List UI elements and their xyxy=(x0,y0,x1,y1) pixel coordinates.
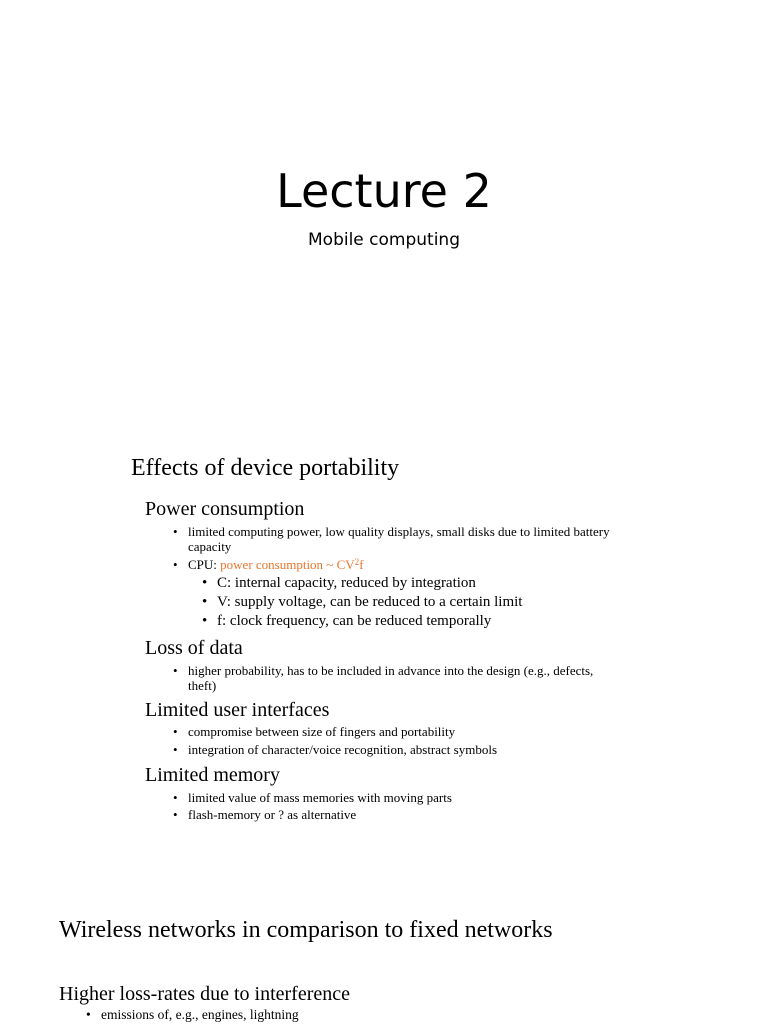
sub-item-capacity: • C: internal capacity, reduced by integration xyxy=(217,574,476,592)
list-item-emissions: • emissions of, e.g., engines, lightning xyxy=(101,1007,299,1023)
list-item-ui-2: • integration of character/voice recognition, abstract symbols xyxy=(188,742,497,757)
topic-heading-power: Power consumption xyxy=(145,498,305,520)
sub-item-frequency: • f: clock frequency, can be reduced temporally xyxy=(217,612,491,630)
list-item-loss: • higher probability, has to be included in advance into the design (e.g., defects, theft) xyxy=(188,663,618,693)
slide-subtitle: Mobile computing xyxy=(308,230,460,250)
list-item-memory-1: • limited value of mass memories with moving parts xyxy=(188,790,452,805)
list-item-power-limits: • limited computing power, low quality displays, small disks due to limited battery capacity xyxy=(188,524,628,554)
list-item-memory-2: • flash-memory or ? as alternative xyxy=(188,807,356,822)
topic-heading-loss: Loss of data xyxy=(145,637,243,659)
list-item-cpu xyxy=(188,557,364,572)
cpu-formula-text: power consumption ~ CV xyxy=(220,557,355,572)
slide-title: Lecture 2 xyxy=(276,164,492,218)
list-item-ui-1: • compromise between size of fingers and portability xyxy=(188,724,455,739)
topic-heading-loss-rates: Higher loss-rates due to interference xyxy=(59,983,350,1005)
topic-heading-memory: Limited memory xyxy=(145,764,280,786)
cpu-label: CPU: xyxy=(188,557,221,572)
cpu-formula-exponent: 2 xyxy=(354,556,360,567)
section-heading-portability: Effects of device portability xyxy=(131,455,400,481)
sub-item-voltage: • V: supply voltage, can be reduced to a certain limit xyxy=(217,593,522,611)
cpu-formula xyxy=(220,557,363,572)
cpu-formula-tail: f xyxy=(359,557,364,572)
section-heading-wireless: Wireless networks in comparison to fixed networks xyxy=(59,917,553,943)
topic-heading-ui: Limited user interfaces xyxy=(145,699,330,721)
